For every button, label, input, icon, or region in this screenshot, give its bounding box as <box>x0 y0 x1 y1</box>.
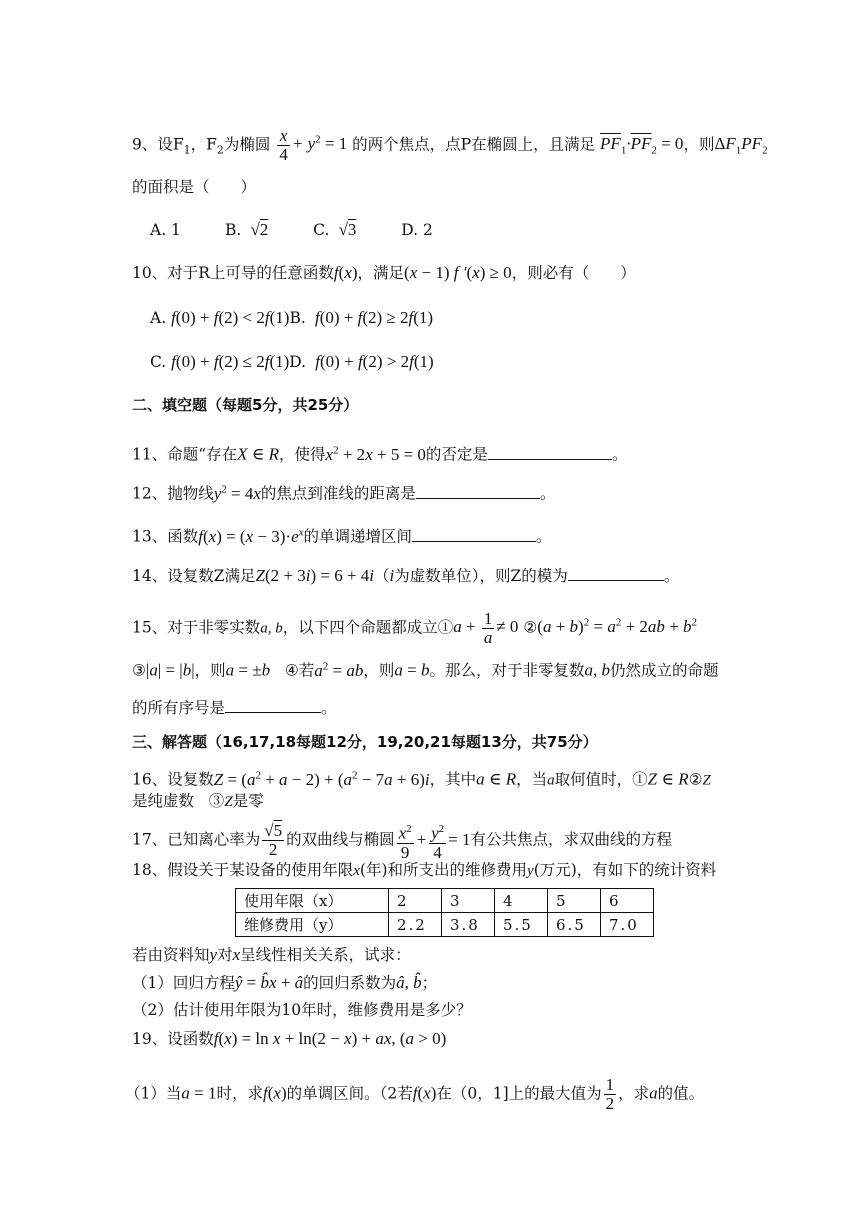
q19-a: a <box>649 1083 658 1103</box>
q16-text3: ，当 <box>516 770 548 789</box>
q9-ellipse-eq: $\frac{x}{4}$ + $y^2 = 1$ <box>279 126 348 164</box>
q14-text3: 为虚数单位），则Z的模为 <box>394 567 568 585</box>
q10-option-b-expr: f(0) + f(2) ≥ 2f(1) <box>310 308 434 327</box>
q16-line1 <box>132 764 711 792</box>
q18-x: x <box>353 863 360 879</box>
q15-line3-text: 的所有序号是 <box>132 699 226 717</box>
q10-option-c-expr: f(0) + f(2) ≤ 2f(1) <box>171 352 290 371</box>
q16-text2: ，其中 <box>429 770 477 789</box>
q9-option-b-value: √2 <box>246 220 269 239</box>
q16-a-in-r: a ∈ R <box>476 769 517 789</box>
q14-text1: 14、设复数Z满足 <box>132 567 256 585</box>
q16-text1: 16、设复数 <box>132 770 214 789</box>
q10-option-a-expr: f(0) + f(2) < 2f(1) <box>171 308 290 327</box>
q18-y: y <box>527 863 534 879</box>
q16-cond1: Z ∈ R <box>647 769 689 789</box>
q18-p1c: ； <box>421 974 438 992</box>
q14-eq: Z(2 + 3i) = 6 + 4i <box>255 566 375 585</box>
q9-line2: 的面积是（ ） <box>132 178 257 196</box>
q19-fx2: f(x) <box>412 1083 437 1103</box>
q10-options-cd <box>150 351 434 373</box>
q10-option-d: D. <box>289 353 307 371</box>
q16-line2a: 是纯虚数 <box>132 792 195 810</box>
q18-stem <box>132 859 716 882</box>
q10-option-b: B. <box>289 309 306 327</box>
q10-options-ab <box>150 307 433 329</box>
q11-text2: ，使得 <box>279 445 326 464</box>
q15-line3 <box>132 696 337 719</box>
q16-line2b: ③ <box>208 792 225 810</box>
q13-answer-blank <box>412 525 536 542</box>
table-cell: 2 <box>389 889 442 913</box>
q10-option-d-expr: f(0) + f(2) > 2f(1) <box>311 352 434 371</box>
q13-func: $f(x) = (x - 3)\cdot e^x$ <box>198 526 304 546</box>
q18-part1 <box>132 972 437 994</box>
table-cell: 6.5 <box>548 913 601 937</box>
q9-pre: 9、设F <box>132 135 184 154</box>
q16-text5: ② <box>688 770 703 789</box>
q19-p1f: 的值。 <box>657 1084 705 1103</box>
q15-claim1: a + $\frac{1}{a}$ ≠ 0 <box>453 609 519 647</box>
q13-text1: 13、函数 <box>132 527 199 546</box>
q15-t6: 仍然成立的命题 <box>609 661 719 680</box>
q15-complex-vars: a, b <box>584 660 610 680</box>
q18-after-x: x <box>232 945 241 964</box>
q19-p1c: 的单调区间。（2若 <box>286 1084 413 1103</box>
q15-claim2: $(a + b)^2 = a^2 + 2ab + b^2$ <box>537 616 697 637</box>
q11-end: 。 <box>611 445 628 464</box>
q9-option-c: C. <box>313 221 330 239</box>
q15-t5: 。那么，对于非零复数 <box>429 661 585 680</box>
section-2-heading: 二、填空题（每题5分，共25分） <box>132 396 359 414</box>
q15-claim3-result: a = ±b <box>225 660 271 680</box>
q10-option-c: C. <box>150 353 167 371</box>
q10-fx: f <box>333 263 339 282</box>
table-cell: 4 <box>495 889 548 913</box>
q11 <box>132 439 627 466</box>
q19-fx: f(x) <box>262 1083 287 1103</box>
q9-option-b: B. <box>224 221 242 239</box>
table-cell: 7.0 <box>601 913 654 937</box>
q16-line2c: 是零 <box>232 792 264 810</box>
table-row-label: 使用年限（x） <box>236 889 389 913</box>
q17-text1: 17、已知离心率为 <box>132 830 261 849</box>
q18-part2: （2）估计使用年限为10年时，维修费用是多少？ <box>132 1001 472 1019</box>
q9-options <box>150 219 433 241</box>
q15-answer-blank <box>225 696 321 713</box>
q16-text4: 取何值时，① <box>554 770 648 789</box>
q19-func: f(x) = ln x + ln(2 − x) + ax, (a > 0) <box>213 1029 447 1048</box>
q13 <box>132 521 552 548</box>
table-cell: 2.2 <box>389 913 442 937</box>
q17-ellipse: $\frac{x^2}{9}$ + $\frac{y^2}{4}$ = 1 <box>395 830 471 849</box>
q9-mid: 为椭圆 <box>223 135 271 154</box>
q18-text3: (万元)，有如下的统计资料 <box>533 861 717 879</box>
section-3-heading: 三、解答题（16,17,18每题12分，19,20,21每题13分，共75分） <box>132 733 598 751</box>
q19-p1d: 在（0，1]上的最大值为 <box>436 1084 602 1103</box>
q18-after <box>132 944 411 966</box>
q18-text1: 18、假设关于某设备的使用年限 <box>132 861 354 879</box>
q9-option-d: D. 2 <box>401 221 433 239</box>
q12-answer-blank <box>416 482 540 499</box>
q9-triangle: $\Delta F_1PF_2$ <box>714 134 768 157</box>
table-cell: 5 <box>548 889 601 913</box>
q9-option-a: A. 1 <box>150 221 181 239</box>
q15-vars: a, b <box>260 620 283 637</box>
q18-after-y: y <box>209 945 218 964</box>
q16-a: a <box>547 772 555 789</box>
q15-c4: ④若 <box>284 661 315 680</box>
q9-eq-tail: 的两个焦点，点P在椭圆上，且满足 <box>352 135 596 154</box>
table-cell: 5.5 <box>495 913 548 937</box>
table-row <box>236 913 654 937</box>
q12-eq: $y^2 = 4x$ <box>213 483 261 503</box>
q10-text2: ，满足 <box>357 264 405 282</box>
table-row <box>236 889 654 913</box>
q19-half: $\frac{1}{2}$ <box>605 1075 615 1113</box>
q19-a-eq-1: a = 1 <box>181 1083 217 1103</box>
q15-t3: ，则 <box>194 661 226 680</box>
q16-line2 <box>132 790 264 813</box>
q14-i: i <box>389 566 395 585</box>
q19-p1b: 时，求 <box>216 1084 263 1103</box>
q17 <box>132 820 672 862</box>
q15-claim4: $a^2$ = ab <box>314 660 364 680</box>
q11-cond: X ∈ R <box>237 444 280 464</box>
q18-regression-eq: ŷ = b̂x + â <box>234 973 304 992</box>
q11-eq: $x^2 + 2x + 5 = 0$ <box>325 444 426 464</box>
q15-end: 。 <box>321 699 337 717</box>
q16-z3: Z <box>224 794 233 810</box>
table-row-label: 维修费用（y） <box>236 913 389 937</box>
q15-text1: 15、对于非零实数 <box>132 618 261 637</box>
q14-text2: （ <box>374 567 390 585</box>
q12-end: 。 <box>539 484 556 503</box>
q17-eccentricity: $\frac{√5}{2}$ <box>264 821 283 860</box>
q14-end: 。 <box>663 567 680 585</box>
q17-text2: 的双曲线与椭圆 <box>286 830 395 849</box>
q11-answer-blank <box>488 443 612 460</box>
q15-claim3: |a| = |b| <box>145 660 195 680</box>
q13-text2: 的单调递增区间 <box>303 527 413 546</box>
q19-parts <box>125 1076 704 1113</box>
q19-p1: （1）当 <box>125 1084 182 1103</box>
q16-z2: Z <box>702 772 711 789</box>
q12 <box>132 478 555 505</box>
q18-after3: 呈线性相关关系，试求： <box>240 946 411 964</box>
table-cell: 3.8 <box>442 913 495 937</box>
q9-line1: 9、设$F_1$，$F_2$为椭圆 $\frac{x}{4}$ + $y^2 = 1$ 的两个焦点，点P在椭圆上，且满足 $\overline{PF}_1\cdot\overline{PF}_2 = 0$，则$\Delta F_1PF_2$ <box>132 126 768 164</box>
q11-text1: 11、命题“存在 <box>132 445 238 464</box>
q15-claim4-result: a = b <box>394 660 430 680</box>
q18-after2: 对 <box>217 946 233 964</box>
q12-text1: 12、抛物线 <box>132 484 214 503</box>
q18-stats-table <box>235 888 654 937</box>
q10-option-a: A. <box>150 309 167 327</box>
q18-p1a: （1）回归方程 <box>132 974 235 992</box>
q10-condition: (x − 1) f ′(x) ≥ 0 <box>404 263 512 282</box>
q11-text3: 的否定是 <box>425 445 488 464</box>
table-cell: 6 <box>601 889 654 913</box>
q9-then: ，则 <box>683 135 715 154</box>
table-cell: 3 <box>442 889 495 913</box>
q18-text2: (年)和所支出的维修费用 <box>359 861 528 879</box>
q17-text3: 有公共焦点，求双曲线的方程 <box>470 830 673 849</box>
q15-c3: ③ <box>132 661 146 680</box>
q15-c2: ② <box>523 618 538 637</box>
q12-text2: 的焦点到准线的距离是 <box>260 484 416 503</box>
q19-stem <box>132 1028 446 1050</box>
q10-stem: 10、对于R上可导的任意函数f(x)，满足(x − 1) f ′(x) ≥ 0，则必有（ ） <box>132 263 636 282</box>
q16-z: $Z = (a^2 + a - 2) + (a^2 - 7a + 6)i$ <box>213 769 430 789</box>
q14 <box>132 564 679 587</box>
q15-line2 <box>132 655 718 682</box>
q15-t4: ，则 <box>363 661 395 680</box>
q10-text3: ，则必有（ ） <box>511 264 636 282</box>
q15-line1 <box>132 610 697 647</box>
q18-after1: 若由资料知 <box>132 946 210 964</box>
q19-p1e: ，求 <box>618 1084 650 1103</box>
q10-text1: 10、对于R上可导的任意函数 <box>132 264 334 282</box>
q9-option-c-value: √3 <box>334 220 357 239</box>
q15-text2: ，以下四个命题都成立① <box>282 618 454 637</box>
q19-text1: 19、设函数 <box>132 1030 214 1048</box>
q9-dot-product: $\overline{PF}_1\cdot\overline{PF}_2 = 0$ <box>600 134 684 157</box>
q13-end: 。 <box>536 527 552 546</box>
q18-p1b: 的回归系数为 <box>303 974 397 992</box>
q18-coeffs: â, b̂ <box>396 973 422 992</box>
q14-answer-blank <box>568 564 664 581</box>
